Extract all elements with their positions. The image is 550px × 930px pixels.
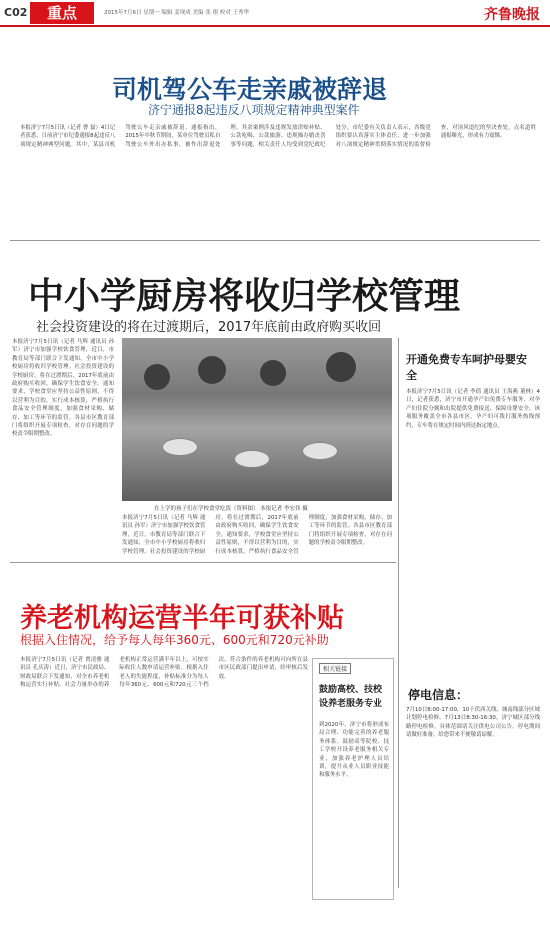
page-number: C02 bbox=[4, 6, 28, 19]
notice-title: 停电信息： bbox=[408, 688, 469, 702]
sidebar-headline: 开通免费专车呵护母婴安全 bbox=[406, 353, 527, 382]
divider bbox=[10, 562, 396, 563]
photo-figure bbox=[260, 360, 286, 386]
article2-subhead: 社会投资建设的将在过渡期后，2017年底前由政府购买收回 bbox=[36, 320, 382, 335]
article2-body-cols: 本报济宁7月5日讯（记者 马辉 通讯员 孙军）济宁市加强学校饮食管理，近日，市教育局等部门联合下发通知，全市中小学校厨房将收归学校管理。社会投资建设的学校厨房，将在过渡期后，2017年底前由政府购买收回，确保学生饮食安全。通知要求，学校食堂应坚持公益性原则，不得以营利为目的，实行成本核算，严格执行食品安全管理制度，加强食材采购、储存、加工等环节的监管。各县市区教育部门将组织开展专项检查，对存在问题的学校责令限期整改。 bbox=[122, 515, 392, 555]
related-box bbox=[312, 658, 394, 900]
article1-headline: 司机驾公车走亲戚被辞退 bbox=[112, 75, 388, 104]
article3-subhead: 根据入住情况，给予每人每年360元、600元和720元补助 bbox=[20, 633, 329, 647]
divider bbox=[10, 240, 540, 241]
article3-headline: 养老机构运营半年可获补贴 bbox=[20, 603, 344, 634]
sidebar-divider bbox=[398, 338, 399, 888]
photo-caption: 在上学的孩子们在学校食堂吃饭（资料图） 本报记者 李宏伟 摄 bbox=[154, 506, 308, 512]
article1-subhead: 济宁通报8起违反八项规定精神典型案件 bbox=[148, 103, 360, 117]
section-badge: 重点 bbox=[30, 2, 94, 24]
article1-body: 本报济宁7月5日讯（记者 曹 磊）4日记者获悉，日前济宁市纪委通报8起违反八项规定精神典型问题。其中，某县司机驾驶公车走亲戚被辞退。通报指出，2015年中秋节期间，某单位驾驶员私自驾驶公车外出办私事，被作出辞退处理。其余案例涉及违规发放津贴补贴、公款吃喝、公款旅游、违规操办婚丧喜事等问题，相关责任人均受到党纪政纪处分。市纪委有关负责人表示，各级党组织要认真落实主体责任，进一步加强对八项规定精神贯彻落实情况的监督检查，对顶风违纪的坚决查处，点名道姓通报曝光，形成有力震慑。 bbox=[20, 125, 536, 148]
related-title: 鼓励高校、技校设养老服务专业 bbox=[319, 685, 383, 709]
sidebar-body: 本报济宁7月5日讯（记者 李倩 通讯员 王海燕 董林）4日，记者获悉，济宁市开通孕产妇免费专车服务，对孕产妇住院分娩和出院提供免费接送，保障母婴安全。该项服务覆盖全市各县市区，孕产妇可拨打服务热线预约，专车将在规定时间内到达指定地点。 bbox=[406, 389, 540, 429]
photo-bowl bbox=[302, 442, 338, 460]
related-tag: 相关链接 bbox=[319, 663, 351, 674]
photo-figure bbox=[326, 352, 356, 382]
article2-headline: 中小学厨房将收归学校管理 bbox=[28, 276, 461, 317]
photo-bowl bbox=[162, 438, 198, 456]
newspaper-logo: 齐鲁晚报 bbox=[484, 7, 540, 23]
cafeteria-photo bbox=[122, 338, 392, 501]
page-header bbox=[0, 0, 550, 26]
photo-figure bbox=[144, 364, 170, 390]
article3-body: 本报济宁7月5日讯（记者 贾凌雅 通讯员 孔庆涛）近日，济宁市民政局、财政局联合下发通知，对全市养老机构运营实行补贴。社会力量举办的养老机构正常运营满半年以上，可按实际收住人数申请运营补贴。根据入住老人的失能程度，补贴标准分为每人每年360元、600元和720元三个档次。符合条件的养老机构可向所在县市区民政部门提出申请，经审核后发放。 bbox=[20, 657, 308, 689]
notice-body: 7月10日8:00-17:00，10千伏西关线、城南线部分区域计划停电检修。7月13日8:30-16:30，济宁城区部分线路停电检修，具体范围请关注供电公司公告。停电期间请做好准备，给您带来不便敬请谅解。 bbox=[406, 707, 540, 739]
photo-figure bbox=[198, 356, 226, 384]
header-rule bbox=[0, 25, 550, 27]
related-body: 到2020年，济宁市将形成布局合理、功能完善的养老服务体系。鼓励高等院校、技工学校开设养老服务相关专业，加强养老护理人员培训，提升从业人员职业技能和服务水平。 bbox=[319, 722, 389, 779]
photo-bowl bbox=[234, 450, 270, 468]
article2-body-col1: 本报济宁7月5日讯（记者 马辉 通讯员 孙军）济宁市加强学校饮食管理，近日，市教育局等部门联合下发通知，全市中小学校厨房将收归学校管理。社会投资建设的学校厨房，将在过渡期后，2017年底前由政府购买收回，确保学生饮食安全。通知要求，学校食堂应坚持公益性原则，不得以营利为目的，实行成本核算，严格执行食品安全管理制度，加强食材采购、储存、加工等环节的监管。各县市区教育部门将组织开展专项检查，对存在问题的学校责令限期整改。 bbox=[12, 339, 114, 438]
issue-meta: 2015年7月6日 星期一 编辑 姜现成 美编 张 翔 校对 王秀华 bbox=[104, 10, 249, 16]
